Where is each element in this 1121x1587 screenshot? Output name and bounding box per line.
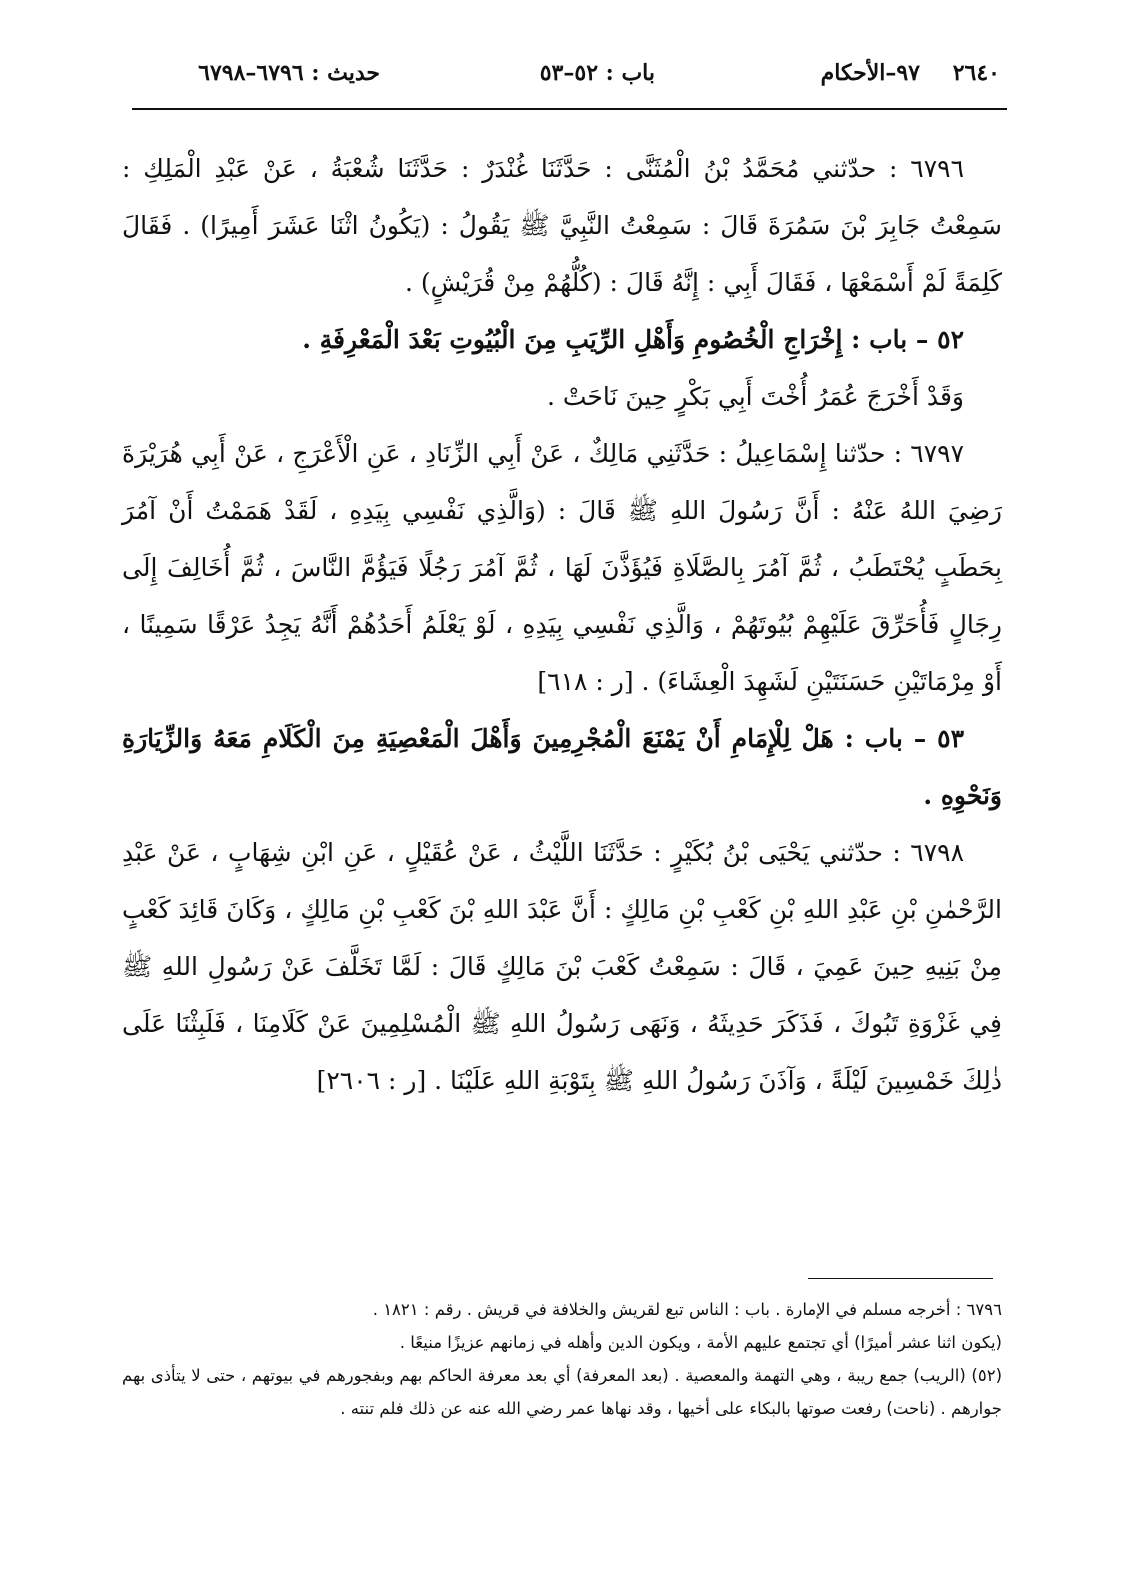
footnote-52: (٥٢) (الريب) جمع ريبة ، وهي التهمة والمعصية . (بعد المعرفة) أي بعد معرفة الحاكم بهم وبفجورهم في بيوتهم ، حتى لا يتأذى بهم جوارهم . (ناحت) رفعت صوتها بالبكاء على أخيها ، وقد نهاها عمر رضي الله عنه عن ذلك فلم تنته . bbox=[122, 1366, 1002, 1418]
hadith-6797: ٦٧٩٧ : حدّثنا إِسْمَاعِيلُ : حَدَّثَنِي مَالِكٌ ، عَنْ أَبِي الزِّنَادِ ، عَنِ الْأَعْرَجِ ، عَنْ أَبِي هُرَيْرَةَ رَضِيَ اللهُ عَنْهُ : أَنَّ رَسُولَ اللهِ ﷺ قَالَ : (وَالَّذِي نَفْسِي بِيَدِهِ ، لَقَدْ هَمَمْتُ أَنْ آمُرَ بِحَطَبٍ يُحْتَطَبُ ، ثُمَّ آمُرَ بِالصَّلَاةِ فَيُؤَذَّنَ لَهَا ، ثُمَّ آمُرَ رَجُلًا فَيَؤُمَّ النَّاسَ ، ثُمَّ أُخَالِفَ إِلَى رِجَالٍ فَأُحَرِّقَ عَلَيْهِمْ بُيُوتَهُمْ ، وَالَّذِي نَفْسِي بِيَدِهِ ، لَوْ يَعْلَمُ أَحَدُهُمْ أَنَّهُ يَجِدُ عَرْقًا سَمِينًا ، أَوْ مِرْمَاتَيْنِ حَسَنَتَيْنِ لَشَهِدَ الْعِشَاءَ) . [ر : ٦١٨] bbox=[122, 439, 1002, 696]
chapter-52-heading: ٥٢ – باب : إِخْرَاجِ الْخُصُومِ وَأَهْلِ الرِّيَبِ مِنَ الْبُيُوتِ بَعْدَ الْمَعْرِفَةِ . bbox=[302, 325, 964, 354]
hadith-range: حديث : ٦٧٩٦–٦٧٩٨ bbox=[198, 60, 380, 86]
footnote-divider bbox=[808, 1278, 993, 1279]
chapter-range: باب : ٥٢–٥٣ bbox=[539, 60, 655, 86]
hadith-6796: ٦٧٩٦ : حدّثني مُحَمَّدُ بْنُ الْمُثَنَّى : حَدَّثَنَا غُنْدَرٌ : حَدَّثَنَا شُعْبَةُ ، عَنْ عَبْدِ الْمَلِكِ : سَمِعْتُ جَابِرَ بْنَ سَمُرَةَ قَالَ : سَمِعْتُ النَّبِيَّ ﷺ يَقُولُ : (يَكُونُ اثْنَا عَشَرَ أَمِيرًا) . فَقَالَ كَلِمَةً لَمْ أَسْمَعْهَا ، فَقَالَ أَبِي : إِنَّهُ قَالَ : (كُلُّهُمْ مِنْ قُرَيْشٍ) . bbox=[122, 154, 1002, 297]
footnotes bbox=[122, 1293, 1002, 1425]
footnote-explanation: (يكون اثنا عشر أميرًا) أي تجتمع عليهم الأمة ، ويكون الدين وأهله في زمانهم عزيزًا منيعًا . bbox=[399, 1333, 1002, 1352]
page-number: ٢٦٤٠ bbox=[952, 60, 1000, 86]
book-title: ٩٧–الأحكام bbox=[820, 60, 920, 86]
header-divider bbox=[132, 108, 1007, 110]
hadith-6798: ٦٧٩٨ : حدّثني يَحْيَى بْنُ بُكَيْرٍ : حَدَّثَنَا اللَّيْثُ ، عَنْ عُقَيْلٍ ، عَنِ ابْنِ شِهَابٍ ، عَنْ عَبْدِ الرَّحْمٰنِ بْنِ عَبْدِ اللهِ بْنِ كَعْبِ بْنِ مَالِكٍ : أَنَّ عَبْدَ اللهِ بْنَ كَعْبِ بْنِ مَالِكٍ ، وَكَانَ قَائِدَ كَعْبٍ مِنْ بَنِيهِ حِينَ عَمِيَ ، قَالَ : سَمِعْتُ كَعْبَ بْنَ مَالِكٍ قَالَ : لَمَّا تَخَلَّفَ عَنْ رَسُولِ اللهِ ﷺ فِي غَزْوَةِ تَبُوكَ ، فَذَكَرَ حَدِيثَهُ ، وَنَهَى رَسُولُ اللهِ ﷺ الْمُسْلِمِينَ عَنْ كَلَامِنَا ، فَلَبِثْنَا عَلَى ذٰلِكَ خَمْسِينَ لَيْلَةً ، وَآذَنَ رَسُولُ اللهِ ﷺ بِتَوْبَةِ اللهِ عَلَيْنَا . [ر : ٢٦٠٦] bbox=[122, 838, 1002, 1095]
chapter-53-heading: ٥٣ – باب : هَلْ لِلْإِمَامِ أَنْ يَمْنَعَ الْمُجْرِمِينَ وَأَهْلَ الْمَعْصِيَةِ مِنَ الْكَلَامِ مَعَهُ وَالزِّيَارَةِ وَنَحْوِهِ . bbox=[122, 724, 1002, 810]
footnote-6796: ٦٧٩٦ : أخرجه مسلم في الإمارة . باب : الناس تبع لقريش والخلافة في قريش . رقم : ١٨٢١ . bbox=[372, 1300, 1002, 1319]
main-text bbox=[122, 140, 1002, 1109]
chapter-52-note: وَقَدْ أَخْرَجَ عُمَرُ أُخْتَ أَبِي بَكْرٍ حِينَ نَاحَتْ . bbox=[546, 382, 964, 411]
running-header bbox=[140, 50, 1000, 100]
